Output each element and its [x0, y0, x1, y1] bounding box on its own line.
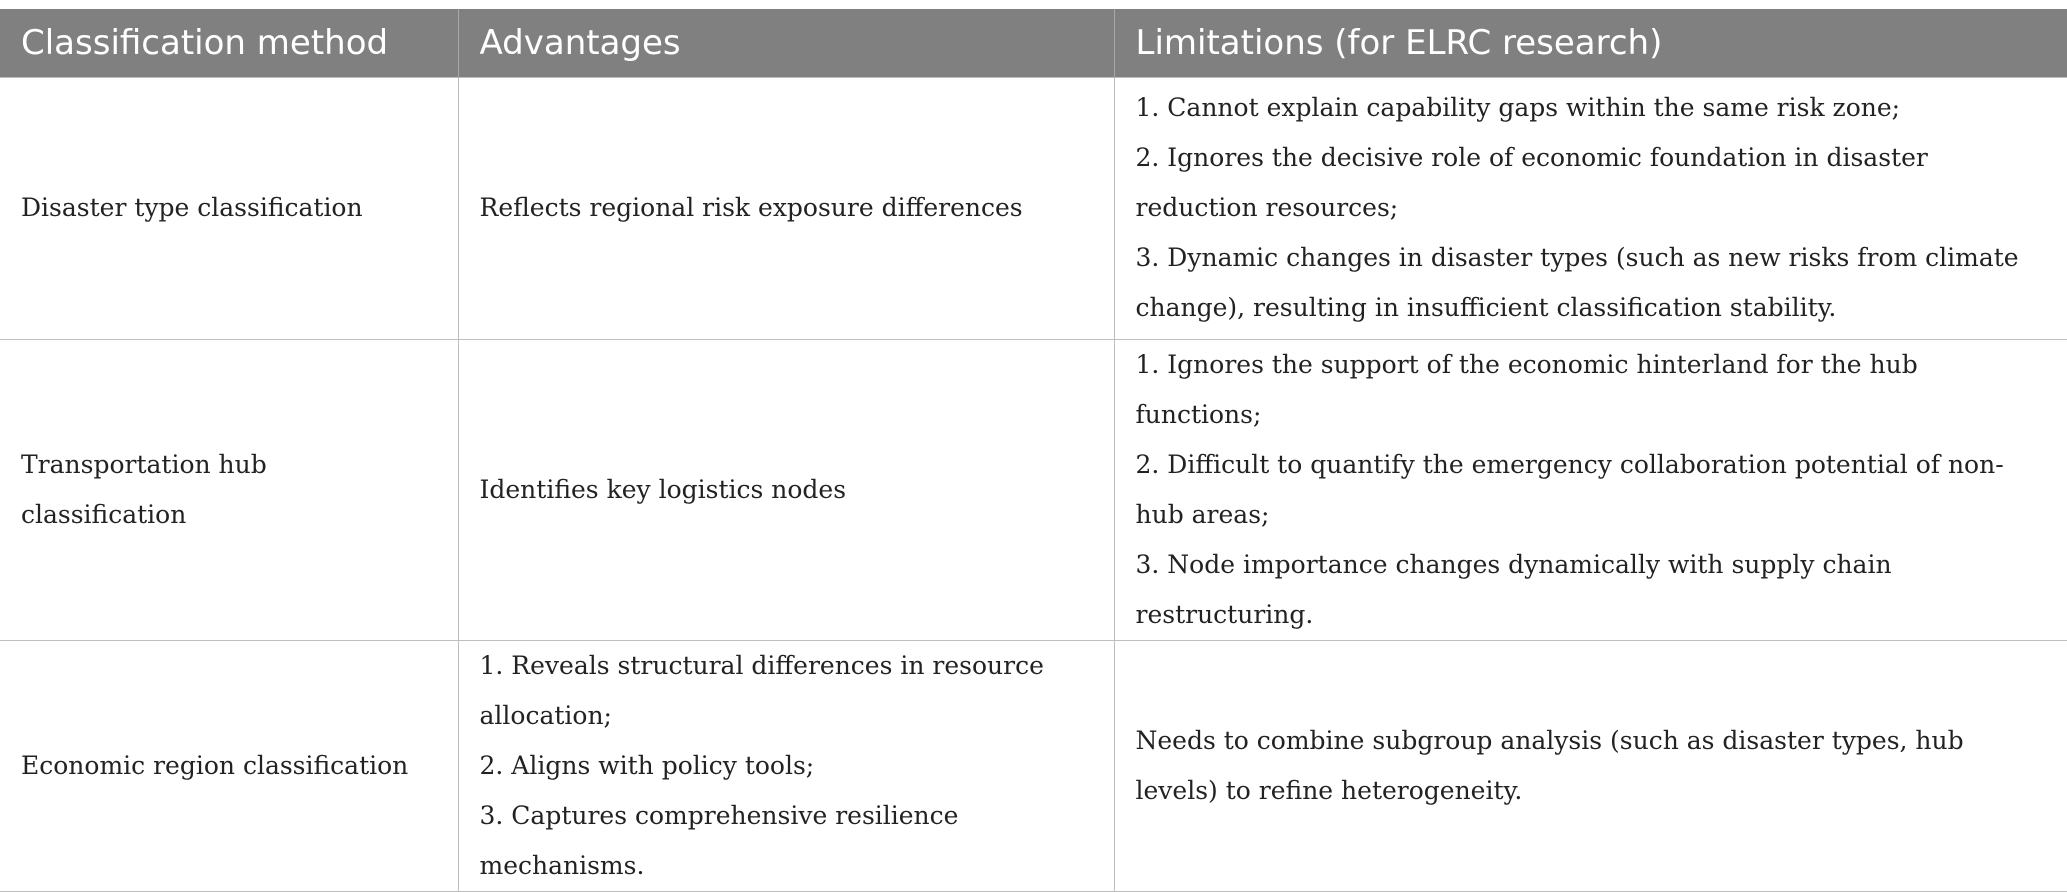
table-row: [0, 640, 2067, 891]
limitation-item: 3. Node importance changes dynamically with supply chain restructuring.: [1135, 549, 1892, 629]
limitation-item: 3. Dynamic changes in disaster types (such as new risks from climate change), resulting in insufficient classification stability.: [1135, 243, 2019, 322]
table-row: [0, 339, 2067, 640]
advantage-item: Identifies key logistics nodes: [479, 474, 847, 504]
limitation-item: 1. Cannot explain capability gaps within the same risk zone;: [1135, 93, 1901, 122]
cell-limitations: [1114, 77, 2067, 339]
table-header: [0, 9, 2067, 77]
limitation-item: Needs to combine subgroup analysis (such as disaster types, hub levels) to refine heterogeneity.: [1135, 725, 1964, 805]
cell-method: Transportation hub classification: [0, 339, 458, 640]
cell-advantages: [458, 77, 1114, 339]
header-limitations: Limitations (for ELRC research): [1114, 9, 2067, 77]
cell-limitations: [1114, 640, 2067, 891]
cell-advantages: [458, 339, 1114, 640]
comparison-table-container: [0, 9, 2067, 892]
header-row: [0, 9, 2067, 77]
cell-advantages: [458, 640, 1114, 891]
header-classification-method: Classification method: [0, 9, 458, 77]
table-body: [0, 77, 2067, 891]
advantage-item: 3. Captures comprehensive resilience mechanisms.: [479, 800, 959, 880]
cell-method: Disaster type classification: [0, 77, 458, 339]
limitation-item: 1. Ignores the support of the economic hinterland for the hub functions;: [1135, 349, 1918, 429]
advantage-item: 2. Aligns with policy tools;: [479, 750, 815, 780]
limitation-item: 2. Ignores the decisive role of economic foundation in disaster reduction resources;: [1135, 143, 1928, 222]
classification-comparison-table: [0, 9, 2067, 892]
advantage-item: 1. Reveals structural differences in resource allocation;: [479, 650, 1044, 730]
cell-method: Economic region classification: [0, 640, 458, 891]
table-row: [0, 77, 2067, 339]
advantage-item: Reflects regional risk exposure differences: [479, 193, 1023, 222]
cell-limitations: [1114, 339, 2067, 640]
limitation-item: 2. Difficult to quantify the emergency collaboration potential of non-hub areas;: [1135, 449, 2004, 529]
header-advantages: Advantages: [458, 9, 1114, 77]
